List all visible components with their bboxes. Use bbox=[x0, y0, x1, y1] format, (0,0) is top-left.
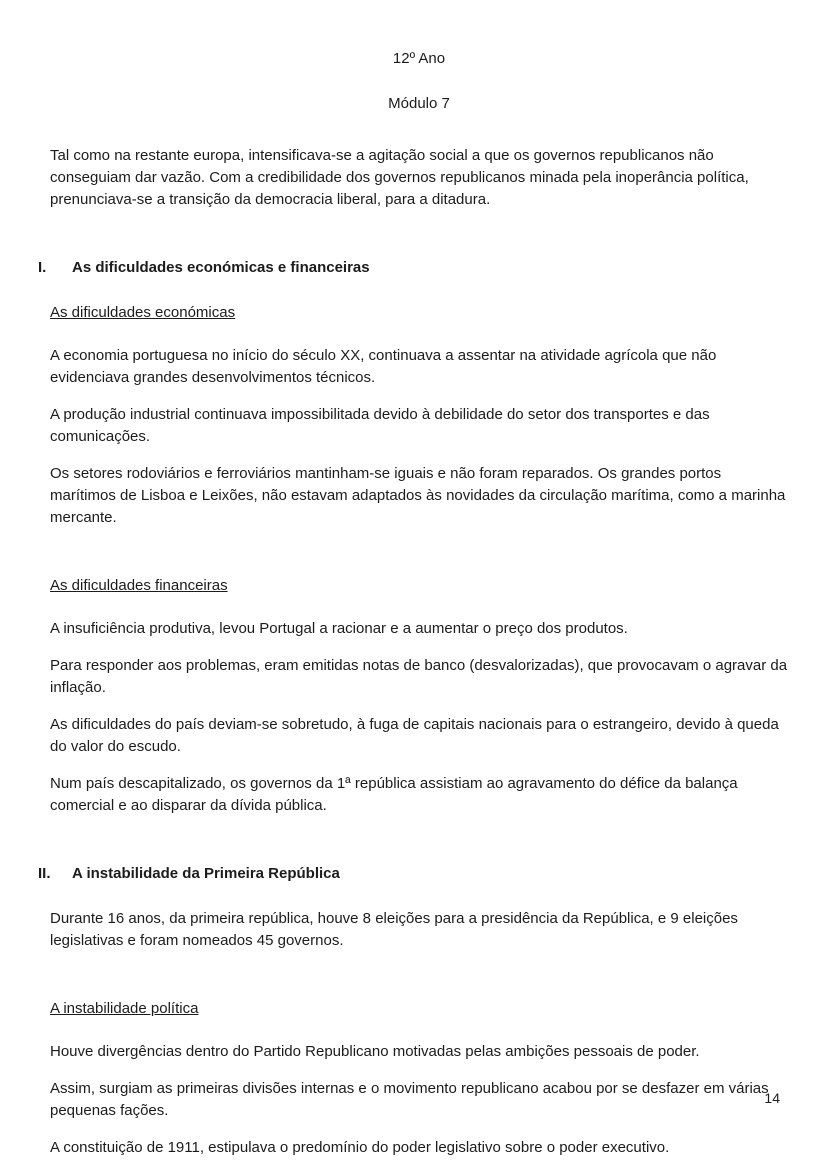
section-number: I. bbox=[38, 259, 47, 276]
subsection-heading: A instabilidade política bbox=[50, 1000, 199, 1017]
paragraph: Os setores rodoviários e ferroviários mantinham-se iguais e não foram reparados. Os grandes portos marítimos de Lisboa e Leixões, não estavam adaptados às novidades da circulação marítima, como a marinha mercante. bbox=[50, 465, 786, 526]
paragraph: A constituição de 1911, estipulava o predomínio do poder legislativo sobre o poder executivo. bbox=[50, 1139, 670, 1156]
section-first-republic-instability bbox=[38, 863, 788, 1159]
section-heading bbox=[38, 863, 788, 885]
paragraph: Durante 16 anos, da primeira república, houve 8 eleições para a presidência da República, e 9 eleições legislativas e foram nomeados 45 governos. bbox=[50, 910, 738, 949]
subsection-heading: As dificuldades económicas bbox=[50, 304, 236, 321]
paragraph: Houve divergências dentro do Partido Republicano motivadas pelas ambições pessoais de poder. bbox=[50, 1043, 700, 1060]
section-number: II. bbox=[38, 865, 51, 882]
subsection-financial bbox=[50, 575, 788, 817]
subsection-heading: As dificuldades financeiras bbox=[50, 577, 228, 594]
paragraph: A economia portuguesa no início do século XX, continuava a assentar na atividade agrícola que não evidenciava grandes desenvolvimentos técnicos. bbox=[50, 347, 717, 386]
section-title: A instabilidade da Primeira República bbox=[72, 865, 340, 882]
doc-module-title: Módulo 7 bbox=[388, 95, 450, 112]
paragraph: A produção industrial continuava impossibilitada devido à debilidade do setor dos transportes e das comunicações. bbox=[50, 406, 710, 445]
section-economic-difficulties bbox=[38, 257, 788, 817]
paragraph: Para responder aos problemas, eram emitidas notas de banco (desvalorizadas), que provocavam o agravar da inflação. bbox=[50, 657, 788, 696]
section-title: As dificuldades económicas e financeiras bbox=[72, 259, 370, 276]
subsection-economic bbox=[50, 302, 788, 529]
paragraph: Num país descapitalizado, os governos da 1ª república assistiam ao agravamento do défice da balança comercial e ao disparar da dívida pública. bbox=[50, 775, 738, 814]
paragraph: As dificuldades do país deviam-se sobretudo, à fuga de capitais nacionais para o estrangeiro, devido à queda do valor do escudo. bbox=[50, 716, 779, 755]
doc-title: 12º Ano bbox=[392, 50, 446, 67]
page-number: 14 bbox=[764, 1090, 780, 1106]
intro-paragraph: Tal como na restante europa, intensificava-se a agitação social a que os governos republicanos não conseguiam dar vazão. Com a credibilidade dos governos republicanos minada pela inoperância política, prenunciava-se a transição da democracia liberal, para a ditadura. bbox=[50, 147, 749, 208]
paragraph: Assim, surgiam as primeiras divisões internas e o movimento republicano acabou por se desfazer em várias pequenas fações. bbox=[50, 1080, 769, 1119]
paragraph: A insuficiência produtiva, levou Portugal a racionar e a aumentar o preço dos produtos. bbox=[50, 620, 628, 637]
subsection-political-instability bbox=[50, 998, 788, 1159]
section-heading bbox=[38, 257, 788, 279]
